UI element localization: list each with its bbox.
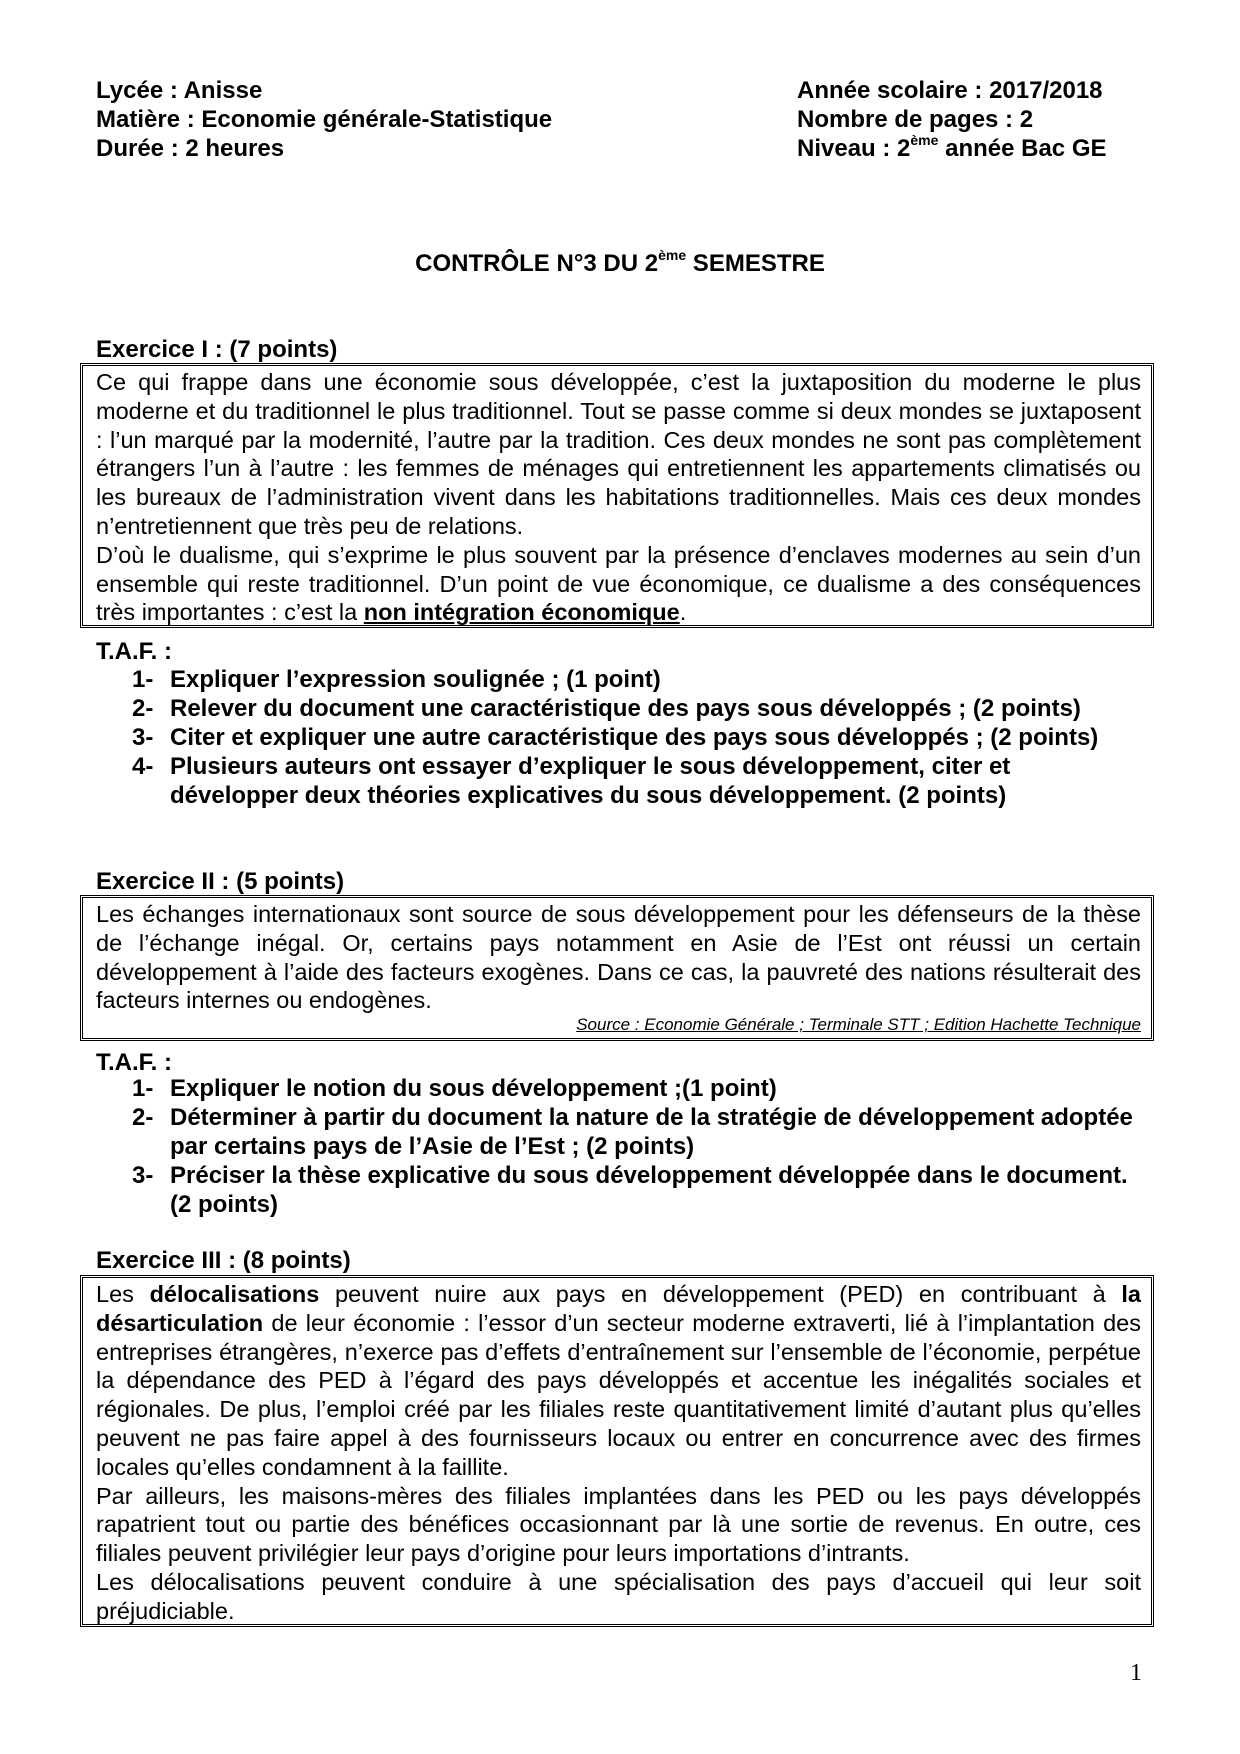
- exercise-2-paragraph-1: Les échanges internationaux sont source de sous développement pour les défenseurs de la thèse de l’échange inégal. Or, certains pays notamment en Asie de l’Est ont réussi un certain développement à l’aide des facteurs exogènes. Dans ce cas, la pauvreté des nations résulterait des facteurs internes ou endogènes.: [96, 901, 1141, 1014]
- page-count: Nombre de pages : 2: [797, 106, 1034, 133]
- question-item: 2- Déterminer à partir du document la nature de la stratégie de développement adoptée par certains pays de l’Asie de l’Est ; (2 points): [132, 1104, 1133, 1160]
- header-left: [96, 76, 552, 163]
- exam-title: CONTRÔLE N°3 DU 2ème SEMESTRE: [415, 247, 825, 277]
- exercise-2-document: [80, 895, 1154, 1041]
- exercise-3-paragraph-3: Les délocalisations peuvent conduire à une spécialisation des pays d’accueil qui leur soit préjudiciable.: [96, 1568, 1141, 1624]
- exercise-1-document: [80, 363, 1154, 628]
- exercise-2-questions: [132, 1074, 1142, 1219]
- question-item: 2- Relever du document une caractéristique des pays sous développés ; (2 points): [132, 695, 1081, 722]
- question-item: 4- Plusieurs auteurs ont essayer d’expliquer le sous développement, citer et développer deux théories explicatives du sous développement. (2 points): [132, 753, 1011, 809]
- question-item: 3- Citer et expliquer une autre caractéristique des pays sous développés ; (2 points): [132, 724, 1099, 751]
- exercise-2-title: Exercice II : (5 points): [96, 868, 345, 895]
- level: Niveau : 2ème année Bac GE: [797, 132, 1107, 162]
- question-item: 1- Expliquer le notion du sous développement ;(1 point): [132, 1075, 777, 1102]
- exercise-1-questions: [132, 665, 1142, 810]
- underlined-expression: non intégration économique: [363, 599, 680, 626]
- exercise-3-paragraph-2: Par ailleurs, les maisons-mères des filiales implantées dans les PED ou les pays développés rapatrient tout ou partie des bénéfices occasionnant par là une sortie de revenus. En outre, ces filiales peuvent privilégier leur pays d’origine pour leurs importations d’intrants.: [96, 1482, 1141, 1567]
- exercise-3-paragraph-1: Les délocalisations peuvent nuire aux pays en développement (PED) en contribuant à la désarticulation de leur économie : l’essor d’un secteur moderne extraverti, lié à l’implantation des entreprises étrangères, n’exerce pas d’effets d’entraînement sur l’ensemble de l’économie, perpétue la dépendance des PED à l’égard des pays développés et accentue les inégalités sociales et régionales. De plus, l’emploi créé par les filiales reste quantitativement limité d’autant plus qu’elles peuvent ne pas faire appel à des fournisseurs locaux ou entrer en concurrence avec des firmes locales qu’elles condamnent à la faillite.: [96, 1281, 1141, 1480]
- school-year: Année scolaire : 2017/2018: [797, 77, 1103, 104]
- school-name: Lycée : Anisse: [96, 77, 263, 104]
- exercise-1-paragraph-1: Ce qui frappe dans une économie sous développée, c’est la juxtaposition du moderne le plus moderne et du traditionnel le plus traditionnel. Tout se passe comme si deux mondes se juxtaposent : l’un marqué par la modernité, l’autre par la tradition. Ces deux mondes ne sont pas complètement étrangers l’un à l’autre : les femmes de ménages qui entretiennent les appartements climatisés ou les bureaux de l’administration vivent dans les habitations traditionnelles. Mais ces deux mondes n’entretiennent que très peu de relations.: [96, 369, 1141, 539]
- page-number: 1: [1130, 1660, 1142, 1686]
- exercise-2-source: Source : Economie Générale ; Terminale STT ; Edition Hachette Technique: [576, 1015, 1141, 1035]
- exercise-3-title: Exercice III : (8 points): [96, 1247, 351, 1274]
- duration: Durée : 2 heures: [96, 135, 285, 162]
- exercise-1-paragraph-2: D’où le dualisme, qui s’exprime le plus souvent par la présence d’enclaves modernes au sein d’un ensemble qui reste traditionnel. D’un point de vue économique, ce dualisme a des conséquences très importantes : c’est la non intégration économique.: [96, 541, 1141, 626]
- question-item: 1- Expliquer l’expression soulignée ; (1 point): [132, 666, 661, 693]
- header-right: [797, 76, 1107, 163]
- exercise-1-title: Exercice I : (7 points): [96, 336, 338, 363]
- exercise-1-taf-label: T.A.F. :: [96, 638, 172, 665]
- question-item: 3- Préciser la thèse explicative du sous développement développée dans le document. (2 points): [132, 1162, 1128, 1218]
- exercise-3-document: [80, 1275, 1154, 1627]
- exercise-2-taf-label: T.A.F. :: [96, 1049, 172, 1076]
- subject: Matière : Economie générale-Statistique: [96, 106, 553, 133]
